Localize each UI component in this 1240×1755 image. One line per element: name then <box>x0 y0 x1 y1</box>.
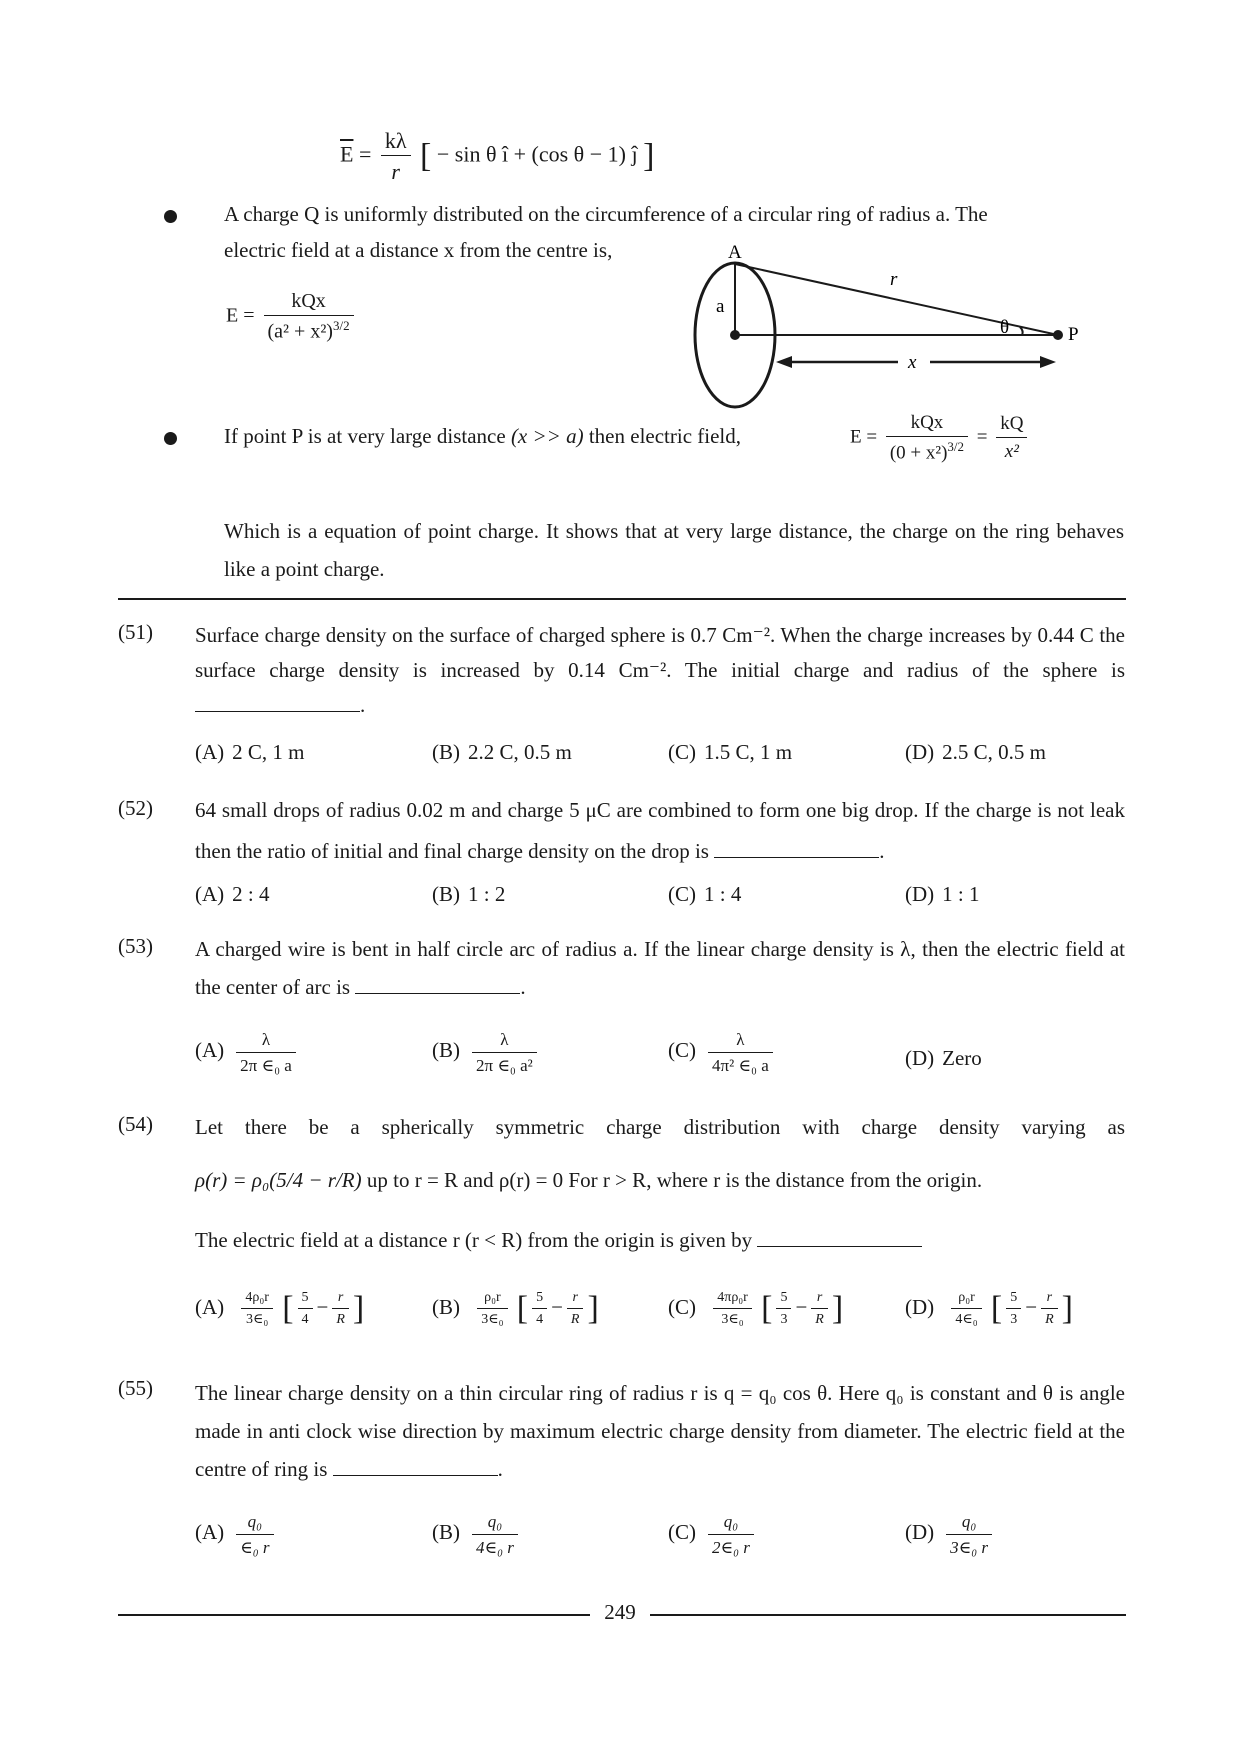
section-divider <box>118 598 1126 600</box>
option-a[interactable]: (A) $\frac{\lambda}{\text{2π ∈₀ a}}$ <box>195 1030 300 1075</box>
question-number: (55) <box>118 1376 153 1400</box>
ring-diagram <box>680 240 1120 410</box>
label-theta: θ <box>1000 317 1010 338</box>
charge-density-definition: ρ(r) = ρ₀(5/4 − r/R) up to r = R and ρ(r) = 0 For r > R, where r is the distance from the origin. <box>195 1168 983 1192</box>
option-c[interactable]: (C) 1.5 C, 1 m <box>668 740 793 764</box>
question-number: (54) <box>118 1112 153 1136</box>
label-a: a <box>716 296 725 317</box>
option-b[interactable]: (B) $\frac{\text{q₀}}{\text{4∈₀ r}}$ <box>432 1512 522 1557</box>
option-b[interactable]: (B) $\frac{\lambda}{\text{2π ∈₀ a²}}$ <box>432 1030 541 1075</box>
arrowhead-right-icon <box>1040 356 1056 368</box>
page-number: 249 <box>604 1600 636 1624</box>
theta-arc <box>1020 327 1023 335</box>
option-c[interactable]: (C) $\frac{\lambda}{\text{4π² ∈₀ a}}$ <box>668 1030 777 1075</box>
option-d[interactable]: (D) 1 : 1 <box>905 882 980 906</box>
question-number: (51) <box>118 620 153 644</box>
answer-blank <box>714 841 879 858</box>
question-text: Surface charge density on the surface of charged sphere is 0.7 Cm⁻². When the charge increases by 0.44 C the surface charge density is increased by 0.14 Cm⁻². The initial charge and radius of the sphere is . <box>195 623 1125 717</box>
option-a[interactable]: (A) 2 : 4 <box>195 882 270 906</box>
arrowhead-left-icon <box>776 356 792 368</box>
answer-blank <box>333 1459 498 1476</box>
option-a[interactable]: (A) $\frac{\text{q₀}}{\text{∈₀ r}}$ <box>195 1512 278 1557</box>
far-field-equation: E = $\frac{\text{kQx}}{(0 + x^2)^{3/2}}$ = $\frac{kQ}{\text{x²}}$ <box>850 412 1031 464</box>
field-equation: $\overline{E}$ = $\frac{k\lambda}{r}$ [ − sin θ î + (cos θ − 1) ĵ ] <box>340 128 655 185</box>
conclusion-paragraph: Which is a equation of point charge. It shows that at very large distance, the charge on the ring behaves like a point charge. <box>224 519 1124 581</box>
point-p-dot <box>1053 330 1063 340</box>
bullet1-line1: A charge Q is uniformly distributed on the circumference of a circular ring of radius a. The <box>224 202 988 226</box>
option-d[interactable]: (D) $\frac{\text{q₀}}{\text{3∈₀ r}}$ <box>905 1512 996 1557</box>
question-text: The linear charge density on a thin circular ring of radius r is q = q₀ cos θ. Here q₀ is constant and θ is angle made in anti clock wise direction by maximum electric charge density from diameter. The electric field at the centre of ring is . <box>195 1381 1125 1481</box>
question-text: 64 small drops of radius 0.02 m and charge 5 μC are combined to form one big drop. If the charge is not leak then the ratio of initial and final charge density on the drop is . <box>195 798 1125 863</box>
ring-field-equation: E = $\frac{\text{kQx}}{(a^2 + x^2)^{3/2}}$ <box>226 290 358 344</box>
option-b[interactable]: (B) 1 : 2 <box>432 882 506 906</box>
label-r: r <box>890 269 898 290</box>
bullet2-line: If point P is at very large distance (x >> a) then electric field, <box>224 424 742 448</box>
label-a-point: A <box>728 242 742 263</box>
bullet-point <box>164 210 177 223</box>
bullet-point <box>164 432 177 445</box>
footer-rule-left <box>118 1614 590 1616</box>
eq-body: − sin θ î + (cos θ − 1) ĵ <box>436 141 638 167</box>
eq-lhs: $\overline{E}$ <box>340 141 354 167</box>
option-c[interactable]: (C) 1 : 4 <box>668 882 742 906</box>
option-b[interactable]: (B) 2.2 C, 0.5 m <box>432 740 572 764</box>
option-d[interactable]: (D) 2.5 C, 0.5 m <box>905 740 1046 764</box>
option-a[interactable]: (A) 2 C, 1 m <box>195 740 305 764</box>
answer-blank <box>355 977 520 994</box>
footer-rule-right <box>650 1614 1126 1616</box>
label-x: x <box>908 352 917 373</box>
option-b[interactable]: (B) $\frac{\text{ρ₀r}}{\text{3∈₀}}$ [ $\frac{5}{4}$ − $\frac{r}{R}$ ] <box>432 1290 599 1328</box>
question-number: (52) <box>118 796 153 820</box>
option-c[interactable]: (C) $\frac{\text{q₀}}{\text{2∈₀ r}}$ <box>668 1512 758 1557</box>
center-dot <box>730 330 740 340</box>
question-number: (53) <box>118 934 153 958</box>
question-text-line3: The electric field at a distance r (r < R) from the origin is given by <box>195 1222 922 1258</box>
answer-blank <box>195 695 360 712</box>
label-p: P <box>1068 324 1079 345</box>
answer-blank <box>757 1230 922 1247</box>
option-d[interactable]: (D) Zero <box>905 1046 982 1070</box>
question-text-line1: Let there be a spherically symmetric charge distribution with charge density varying as <box>195 1115 1125 1139</box>
option-d[interactable]: (D) $\frac{\text{ρ₀r}}{\text{4∈₀}}$ [ $\frac{5}{3}$ − $\frac{r}{R}$ ] <box>905 1290 1073 1328</box>
option-c[interactable]: (C) $\frac{\text{4πρ₀r}}{\text{3∈₀}}$ [ $\frac{5}{3}$ − $\frac{r}{R}$ ] <box>668 1290 844 1328</box>
option-a[interactable]: (A) $\frac{\text{4ρ₀r}}{\text{3∈₀}}$ [ $\frac{5}{4}$ − $\frac{r}{R}$ ] <box>195 1290 365 1328</box>
question-text: A charged wire is bent in half circle arc of radius a. If the linear charge density is λ, then the electric field at the center of arc is . <box>195 937 1125 999</box>
bullet1-line2: electric field at a distance x from the centre is, <box>224 238 613 262</box>
